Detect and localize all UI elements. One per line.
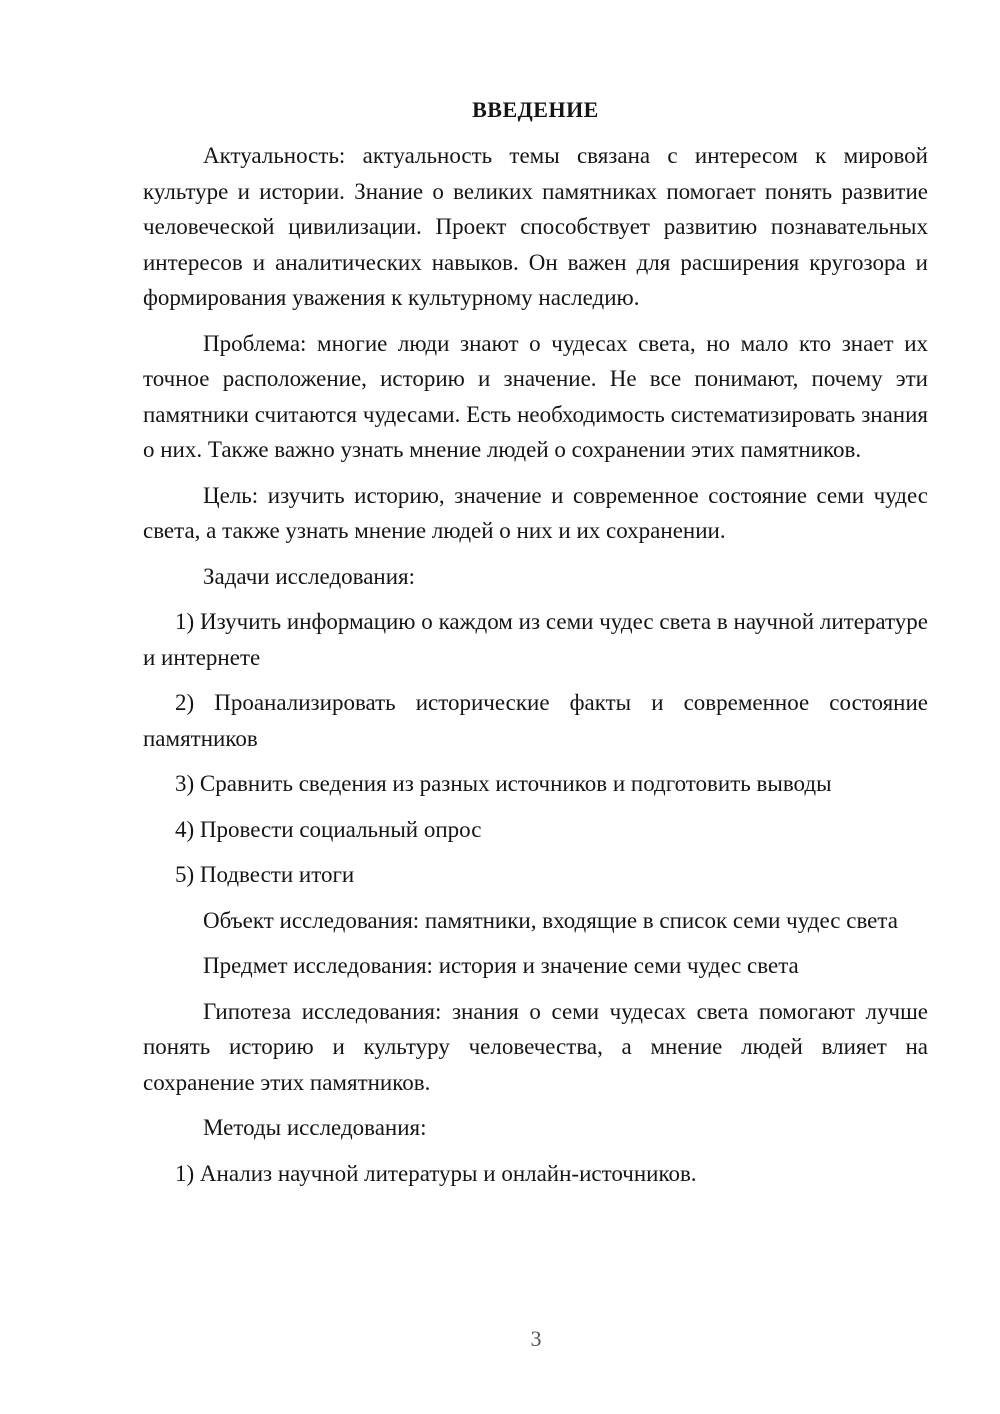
paragraph-object: Объект исследования: памятники, входящие в список семи чудес света [203,907,898,933]
task-item-3: 3) Сравнить сведения из разных источников и подготовить выводы [175,771,832,796]
methods-heading: Методы исследования: [203,1115,427,1140]
task-item-2: 2) Проанализировать исторические факты и современное состояние памятников [143,690,928,751]
method-item-1: 1) Анализ научной литературы и онлайн-источников. [175,1160,697,1186]
page-number: 3 [530,1326,542,1351]
paragraph-hypothesis: Гипотеза исследования: знания о семи чудесах света помогают лучше понять историю и культуру человечества, а мнение людей влияет на сохранение этих памятников. [143,998,928,1095]
task-item-4: 4) Провести социальный опрос [175,816,482,842]
page-title: ВВЕДЕНИЕ [472,97,599,122]
paragraph-goal: Цель: изучить историю, значение и современное состояние семи чудес света, а также узнать мнение людей о них и их сохранении. [143,482,928,543]
paragraph-problem: Проблема: многие люди знают о чудесах света, но мало кто знает их точное расположение, историю и значение. Не все понимают, почему эти памятники считаются чудесами. Есть необходимость систематизировать знания о них. Также важно узнать мнение людей о сохранении этих памятников. [143,330,928,462]
paragraph-subject: Предмет исследования: история и значение семи чудес света [203,953,799,978]
paragraph-relevance: Актуальность: актуальность темы связана с интересом к мировой культуре и истории. Знание о великих памятниках помогает понять развитие человеческой цивилизации. Проект способствует развитию познавательных интересов и аналитических навыков. Он важен для расширения кругозора и формирования уважения к культурному наследию. [143,143,928,310]
task-item-5: 5) Подвести итоги [175,862,355,887]
tasks-heading: Задачи исследования: [203,563,416,589]
page-content [143,94,928,1191]
task-item-1: 1) Изучить информацию о каждом из семи чудес света в научной литературе и интернете [143,609,928,670]
